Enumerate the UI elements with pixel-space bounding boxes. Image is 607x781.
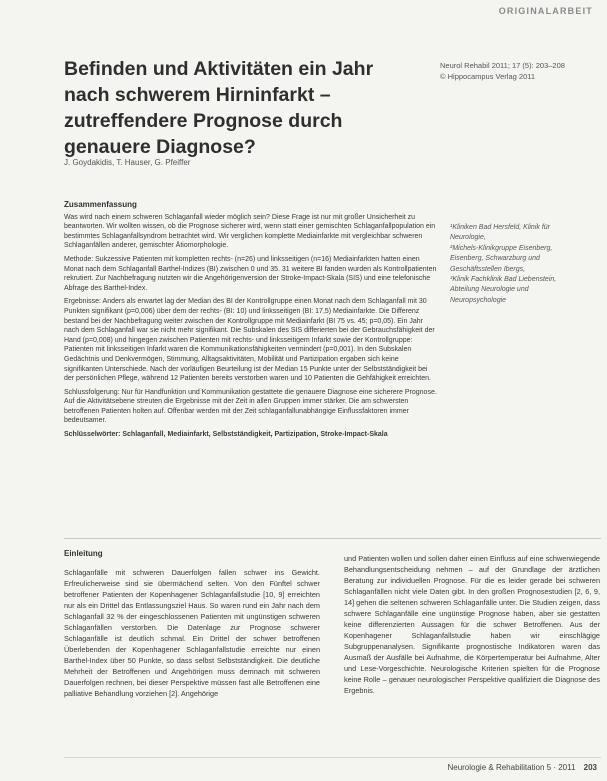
abstract-paragraph: Methode: Sukzessive Patienten mit kompletten rechts- (n=26) und linksseitigen (n=16) Mediainfarkten hatten einen Monat nach dem Schlaganfall Barthel-Indizes (BI) zwischen 0 und 35. 31 weitere BI fanden wurden als Kontrollpatienten rekrutiert. Zur Nachbefragung nutzten wir die Angehörigenversion der Stroke-Impact-Skala (SIS) und eine telefonische Abfrage des Barthel-Index. — [64, 255, 437, 292]
abstract-heading: Zusammenfassung — [64, 200, 137, 209]
affiliation-line: Eisenberg, Schwarzburg und — [450, 255, 540, 263]
affiliation-line: ³Klinik Fachklinik Bad Liebenstein, — [450, 276, 557, 284]
article-title: Befinden und Aktivitäten ein Jahr nach schwerem Hirninfarkt – zutreffendere Prognose durch genauere Diagnose? — [64, 58, 374, 158]
page-footer — [447, 763, 597, 772]
affiliation-line: Neuropsychologie — [450, 296, 507, 304]
body-column-left — [64, 548, 320, 699]
citation-info — [440, 60, 600, 82]
body-paragraph: und Patienten wollen und sollen daher einen Einfluss auf eine schwerwiegende Behandlungsentscheidung nehmen – auf der Grundlage der ärztlichen Beratung zur individuellen Prognose. Für die es leider gerade bei schweren Schlaganfällen nicht viele Daten gibt. In den großen Prognosestudien [2, 6, 9, 14] gehen die seltenen schweren Schlaganfälle unter. Die Studien zeigen, dass schwere Schlaganfälle eine ungünstige Prognose haben, aber sie gestatten keine differenzierten Aussagen für die schwer Betroffenen. Aus der Kopenhagener Schlaganfallstudie haben wir einschlägige Subgruppenanalysen. Signifikante prognostische Indikatoren waren das Ausmaß der Ausfälle bei Aufnahme, die Körpertemperatur bei Aufnahme, Alter und Lese-Vorgeschichte. Neurologische Kriterien spielten für die Prognose keine Rolle – genauer neurologischer Perspektive qualifiziert die Diagnose des Ergebnis. — [344, 554, 600, 695]
section-tag: ORIGINALARBEIT — [498, 6, 593, 16]
abstract-paragraph: Ergebnisse: Anders als erwartet lag der Median des BI der Kontrollgruppe einen Monat nach dem Schlaganfall mit 30 Punkten signifikant (p=0,006) über dem der rechts- (BI: 10) und linksseitigen (BI: 17,5) Mediainfarkte. Die Differenz bestand bei der Nachbefragung weiter zwischen der Kontrollgruppe mit Mediainfarkt (BI 75 vs. 45; p=0,05). Ein Jahr nach dem Schlaganfall war sie nicht mehr signifikant. Die Subskalen des SIS differierten bei der Gebrauchsfähigkeit der Hand (p=0,008) und hingegen zwischen Patienten mit rechts- und linksseitigem Infarkt sowie der Kontrollgruppe: Patienten mit linksseitigen Infarkt waren die Kommunikationsfähigkeiten vermindert (p=0,001). In den Subskalen Gedächtnis und Denkvermögen, Stimmung, Alltagsaktivitäten, Mobilität und Partizipation ergaben sich keine signifikanten Unterschiede. Nach der vorläufigen Beurteilung ist der Median 15 Punkte unter der Selbstständigkeit bei der persönlichen Pflege, während 12 Patienten bereits verstorben waren und 10 Patienten die Gehfähigkeit erreichten. — [64, 298, 435, 383]
affiliation-line: Geschäftsstellen Ibergs, — [450, 265, 526, 273]
affiliation-line: ¹Kliniken Bad Hersfeld, Klinik für — [450, 224, 550, 231]
citation-line: Neurol Rehabil 2011; 17 (5): 203–208 — [440, 61, 565, 70]
section-divider — [64, 538, 601, 539]
abstract-paragraph: Was wird nach einem schweren Schlaganfall wieder möglich sein? Diese Frage ist nur mit großer Unsicherheit zu beantworten. Wir wollten wissen, ob die Prognose sicherer wird, wenn statt einer gemischten Schlaganfallpopulation ein bestimmtes Schlaganfallsyndrom betrachtet wird. Wir verglichen komplette Mediainfarkte mit vergleichbar schweren Schlaganfällen anderer, gemischter Ätiomorphologie. — [64, 213, 436, 250]
body-column-right — [344, 553, 600, 696]
copyright-line: © Hippocampus Verlag 2011 — [440, 72, 536, 81]
affiliation-line: Neurologie, — [450, 234, 486, 242]
section-heading: Einleitung — [64, 549, 103, 558]
keywords: Schlüsselwörter: Schlaganfall, Mediainfarkt, Selbstständigkeit, Partizipation, Stroke-Impact-Skala — [64, 431, 388, 439]
author-list: J. Goydakidis, T. Hauser, G. Pfeiffer — [64, 158, 191, 167]
abstract — [64, 200, 438, 444]
footer-divider — [64, 757, 601, 758]
affiliation-line: ²Michels-Klinikgruppe Eisenberg, — [450, 244, 553, 252]
page-number: 203 — [583, 763, 597, 772]
affiliation-line: Abteilung Neurologie und — [450, 286, 529, 294]
affiliations — [450, 223, 598, 306]
abstract-paragraph: Schlussfolgerung: Nur für Handfunktion und Kommunikation gestattete die genauere Diagnose eine sicherere Prognose. Auf die Aktivitätsebene streuten die Ergebnisse mit der Zeit in allen Gruppen immer stärker. Die am schwersten betroffenen Patienten holten auf. Offenbar werden mit der Zeit schlaganfallunabhängige Einflussfaktoren immer bedeutsamer. — [64, 388, 437, 425]
journal-name: Neurologie & Rehabilitation 5 · 2011 — [447, 763, 576, 772]
body-paragraph: Schlaganfälle mit schweren Dauerfolgen fallen schwer ins Gewicht. Erfreulicherweise sind sie übermächend selten. Von den Fünftel schwer betroffener Patienten der Kopenhagener Schlaganfallstudie [10, 9] erreichten nur als ein Drittel das Entlassungsziel Haus. So waren rund ein Jahr nach dem Schlaganfall 32 % der eingeschlossenen Patienten mit ungünstigen schweren Schlaganfällen verstorben. Die Datenlage zur Prognose schwerer Schlaganfälle ist deutlich schmal. Ein Drittel der schwer betroffenen Überlebenden der Kopenhagener Schlaganfallstudie erreichte nur einen Barthel-Index über 50 Punkte, so dass selbst Selbstständigkeit. Die deutliche Mehrheit der Betroffenen und Angehörigen muss demnach mit schweren Dauerfolgen rechnen, bei dieser Perspektive müssen fast alle Betroffenen eine palliative Behandlung vorziehen [2]. Angehörige — [64, 568, 320, 698]
